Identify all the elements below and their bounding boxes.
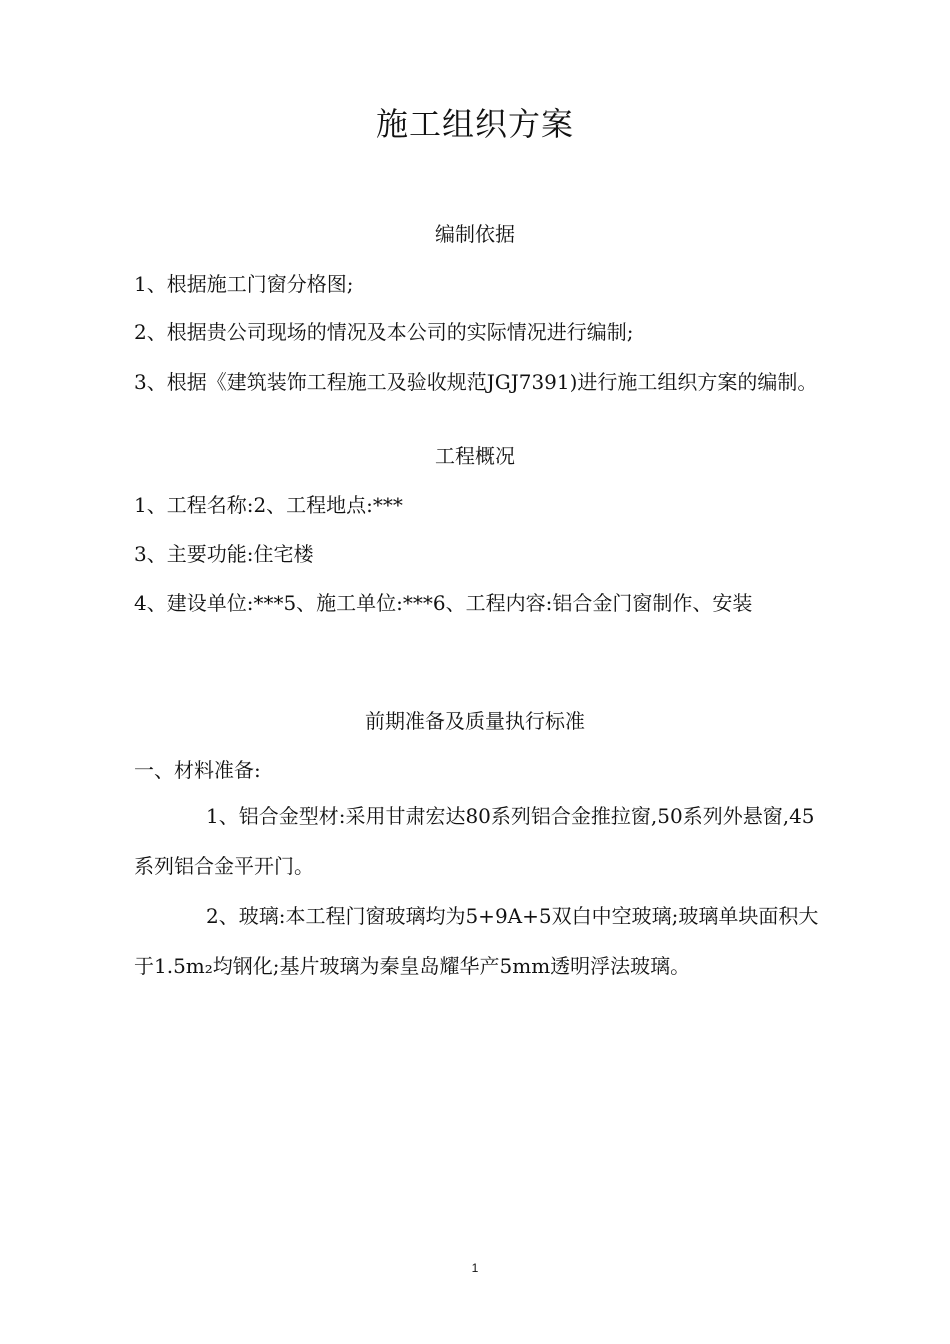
section-heading-overview: 工程概况 bbox=[435, 444, 515, 468]
materials-glass-paragraph: 2、玻璃:本工程门窗玻璃均为5+9A+5双白中空玻璃;玻璃单块面积大于1.5m₂均钢化;基片玻璃为秦皇岛耀华产5mm透明浮法玻璃。 bbox=[134, 904, 819, 978]
page-number: 1 bbox=[471, 1261, 479, 1275]
materials-profile-paragraph: 1、铝合金型材:采用甘肃宏达80系列铝合金推拉窗,50系列外悬窗,45系列铝合金平开门。 bbox=[134, 804, 815, 878]
document-title: 施工组织方案 bbox=[375, 105, 574, 143]
overview-item-1: 1、工程名称:2、工程地点:*** bbox=[134, 493, 403, 517]
basis-item-2: 2、根据贵公司现场的情况及本公司的实际情况进行编制; bbox=[134, 320, 634, 344]
overview-item-3: 4、建设单位:***5、施工单位:***6、工程内容:铝合金门窗制作、安装 bbox=[134, 591, 753, 615]
basis-item-3: 3、根据《建筑装饰工程施工及验收规范JGJ7391)进行施工组织方案的编制。 bbox=[134, 370, 818, 394]
section-heading-basis: 编制依据 bbox=[435, 222, 515, 246]
section-heading-preparation: 前期准备及质量执行标准 bbox=[365, 709, 585, 733]
overview-item-2: 3、主要功能:住宅楼 bbox=[134, 542, 314, 566]
materials-subheading: 一、材料准备: bbox=[134, 758, 261, 782]
basis-item-1: 1、根据施工门窗分格图; bbox=[134, 272, 354, 296]
